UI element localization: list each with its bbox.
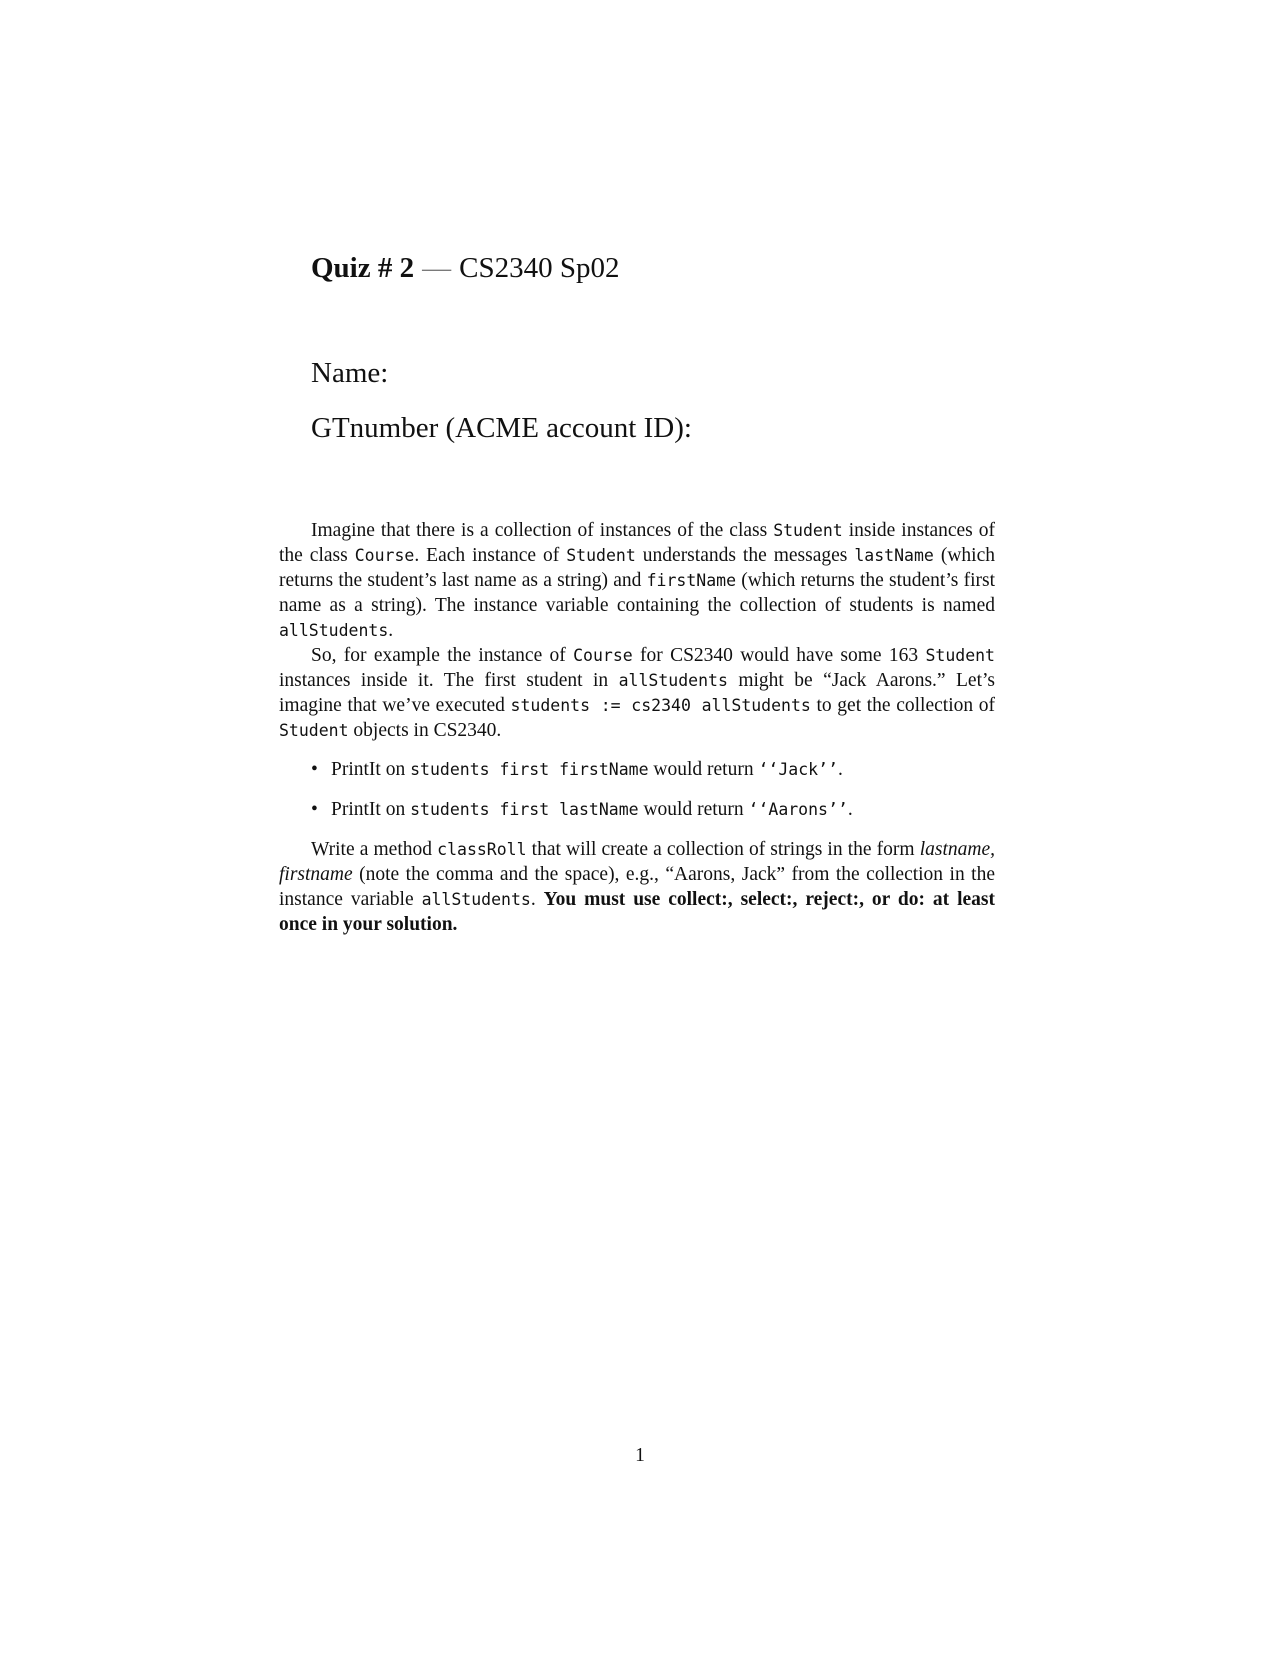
text: might be “Jack Aarons.” Let’s imagine that we’ve executed [279, 670, 996, 716]
text: instances inside it. The first student in [279, 670, 619, 691]
course-label: CS2340 Sp02 [459, 252, 620, 284]
code-expression: students first lastName [410, 800, 639, 819]
paragraph-example [279, 643, 995, 743]
text: (note the comma and the space), e.g., “Aarons, Jack” from the collection in the instance variable [279, 864, 995, 910]
text: . [847, 799, 853, 820]
text: Imagine that there is a collection of instances of the class [311, 520, 774, 541]
question-body [279, 518, 995, 937]
quiz-label: Quiz # 2 [311, 252, 415, 284]
italic-format: lastname, firstname [279, 839, 996, 885]
bullet-icon: • [311, 799, 318, 820]
paragraph-task [279, 837, 995, 937]
code-return-value: ‘‘Jack’’ [758, 760, 838, 779]
text: understands the messages [635, 545, 855, 566]
code-allstudents: allStudents [618, 671, 728, 690]
text: . [837, 759, 843, 780]
text: . [530, 889, 544, 910]
code-allstudents: allStudents [279, 621, 389, 640]
bullet-icon: • [311, 759, 318, 780]
list-item [311, 797, 995, 822]
text: objects in CS2340. [348, 720, 502, 741]
page-title [311, 250, 619, 286]
code-student: Student [773, 521, 843, 540]
bold-requirement: You must use collect:, select:, reject:, or do: at least once in your solution. [279, 889, 996, 935]
title-dash: — [422, 252, 452, 284]
code-students-assignment: students := cs2340 allStudents [510, 696, 811, 715]
example-list [279, 757, 995, 822]
text: . Each instance of [414, 545, 567, 566]
text: for CS2340 would have some 163 [632, 645, 926, 666]
code-return-value: ‘‘Aarons’’ [748, 800, 848, 819]
text: Write a method [311, 839, 438, 860]
text: . [388, 620, 394, 641]
text: that will create a collection of strings in the form [526, 839, 920, 860]
text: to get the collection of [810, 695, 995, 716]
code-firstname: firstName [646, 571, 736, 590]
list-item [311, 757, 995, 782]
page-number: 1 [635, 1445, 645, 1466]
text: (which returns the student’s last name as a string) and [279, 545, 995, 591]
code-course: Course [573, 646, 633, 665]
text: inside instances of the class [279, 520, 995, 566]
code-allstudents: allStudents [421, 890, 531, 909]
code-lastname: lastName [854, 546, 934, 565]
name-label: Name: [311, 357, 389, 389]
text: PrintIt on [331, 759, 411, 780]
text: So, for example the instance of [311, 645, 574, 666]
text: would return [638, 799, 749, 820]
code-student: Student [566, 546, 636, 565]
text: PrintIt on [331, 799, 411, 820]
code-classroll: classRoll [437, 840, 527, 859]
text: would return [648, 759, 759, 780]
code-student: Student [925, 646, 995, 665]
code-student: Student [279, 721, 349, 740]
text: (which returns the student’s first name as a string). The instance variable containing the collection of students is named [279, 570, 995, 616]
code-course: Course [354, 546, 415, 565]
paragraph-intro [279, 518, 995, 643]
code-expression: students first firstName [410, 760, 649, 779]
gtnumber-label: GTnumber (ACME account ID): [311, 412, 692, 444]
